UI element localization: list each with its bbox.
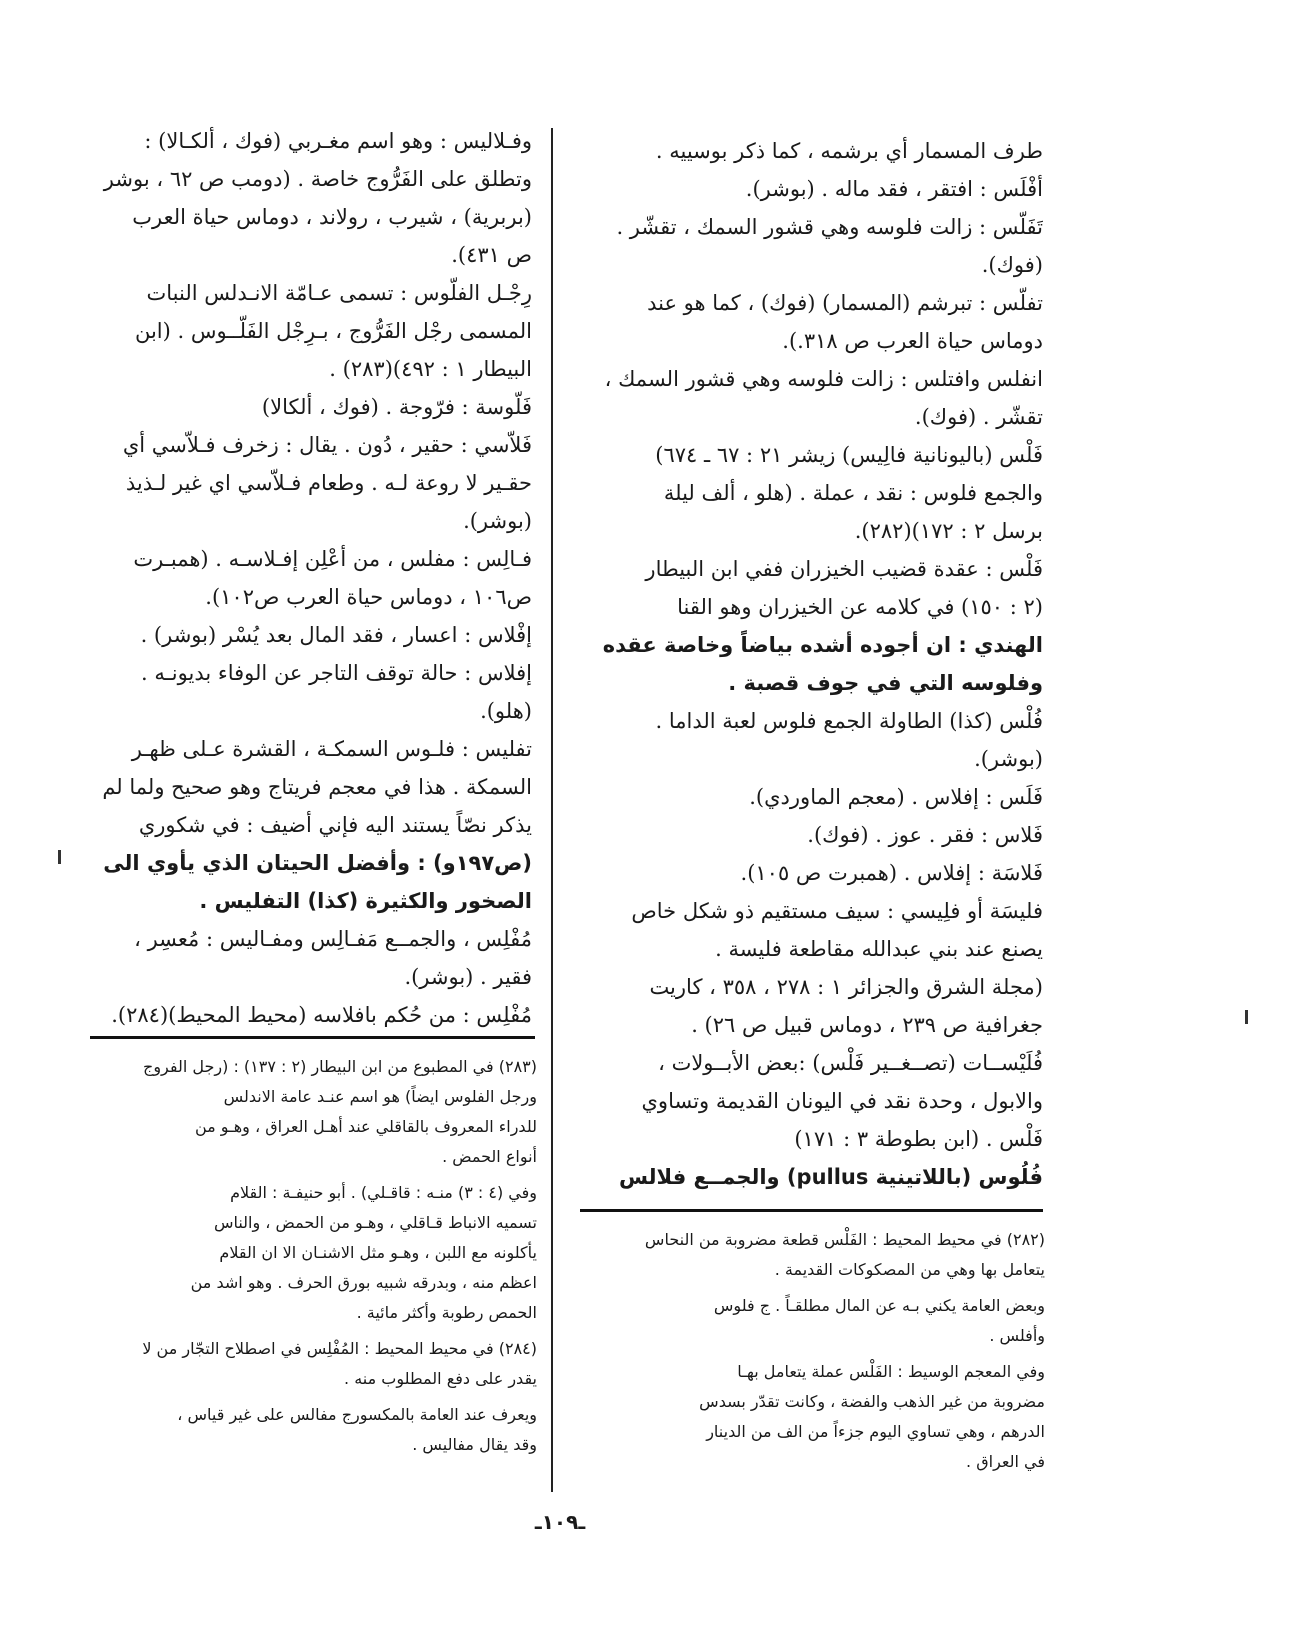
text-line: والابول ، وحدة نقد في اليونان القديمة وتساوي: [641, 1089, 1043, 1113]
footnote-line: مضروبة من غير الذهب والفضة ، وكانت تقدّر بسدس: [699, 1392, 1045, 1411]
footnote-line: وأفلس .: [989, 1326, 1045, 1345]
text-line: (٢ : ١٥٠) في كلامه عن الخيزران وهو القنا: [677, 595, 1043, 619]
left-text-column: [92, 122, 532, 1034]
text-line: (ص١٩٧و) : وأفضل الحيتان الذي يأوي الى: [103, 851, 532, 875]
text-line: (بوشر).: [974, 747, 1043, 771]
footnote-line: اعظم منه ، وبدرقه شبيه بورق الحرف . وهو اشد من: [190, 1273, 537, 1292]
text-line: (بوشر).: [463, 509, 532, 533]
footnote-line: للدراء المعروف بالقاقلي عند أهـل العراق ، وهـو من: [194, 1117, 537, 1136]
footnote-line: وبعض العامة يكني بـه عن المال مطلقـاً . ج فلوس: [713, 1296, 1045, 1315]
footnotes-right: [580, 1225, 1045, 1477]
text-line: يذكر نصّاً يستند اليه فإني أضيف : في شكوري: [138, 813, 532, 837]
scan-speck: [1245, 1010, 1248, 1024]
text-line: (هلو).: [480, 699, 532, 723]
text-line: إفْلاس : اعسار ، فقد المال بعد يُسْر (بوشر) .: [140, 623, 532, 647]
scan-speck: [58, 850, 61, 864]
text-line: حقـير لا روعة لـه . وطعام فـلاّسي اي غير لـذيذ: [125, 471, 532, 495]
text-line: مُفْلِس : من حُكم بافلاسه (محيط المحيط)(٢٨٤).: [111, 1003, 532, 1027]
footnote-line: يقدر على دفع المطلوب منه .: [344, 1369, 537, 1388]
footnote-rule-left: [90, 1036, 535, 1039]
footnote-line: الحمص رطوبة وأكثر مائية .: [356, 1303, 537, 1322]
footnote-line: (٢٨٢) في محيط المحيط : الفَلْس قطعة مضروبة من النحاس: [644, 1230, 1045, 1249]
footnotes-left: [92, 1052, 537, 1460]
text-line: فَلْس . (ابن بطوطة ٣ : ١٧١): [794, 1127, 1043, 1151]
footnote-line: أنواع الحمض .: [442, 1147, 537, 1166]
text-line: فَلَس : إفلاس . (معجم الماوردي).: [749, 785, 1043, 809]
text-line: فَلاس : فقر . عوز . (فوك).: [807, 823, 1043, 847]
text-line: تقشّر . (فوك).: [914, 405, 1043, 429]
text-line: فَلْس (باليونانية فالِيس) زيشر ٢١ : ٦٧ ـ ٦٧٤): [655, 443, 1043, 467]
text-line: ص ٤٣١).: [451, 243, 532, 267]
footnote-line: (٢٨٤) في محيط المحيط : المُفْلِس في اصطلاح التجّار من لا: [142, 1339, 537, 1358]
text-line: برسل ٢ : ١٧٢)(٢٨٢).: [854, 519, 1043, 543]
text-line: فليسَة أو فلِيسي : سيف مستقيم ذو شكل خاص: [631, 899, 1043, 923]
text-line: وتطلق على الفَرُّوج خاصة . (دومب ص ٦٢ ، بوشر: [103, 167, 532, 191]
text-line: فُلَيْســات (تصــغــير فَلْس) :بعض الأبــولات ،: [658, 1051, 1043, 1075]
text-line: المسمى رجْل الفَرُّوج ، بـرِجْل الفَلّــوس . (ابن: [134, 319, 532, 343]
text-line: طرف المسمار أي برشمه ، كما ذكر بوسييه .: [655, 139, 1043, 163]
footnote-line: وفي المعجم الوسيط : الفَلْس عملة يتعامل بهـا: [737, 1362, 1045, 1381]
footnote-line: ورجل الفلوس ايضاً) هو اسم عنـد عامة الاندلس: [223, 1087, 537, 1106]
text-line: والجمع فلوس : نقد ، عملة . (هلو ، ألف ليلة: [663, 481, 1043, 505]
text-line: مُفْلِس ، والجمــع مَفـالِس ومفـاليس : مُعسِر ،: [134, 927, 532, 951]
text-line: فُلْس (كذا) الطاولة الجمع فلوس لعبة الداما .: [655, 709, 1043, 733]
text-line: فقير . (بوشر).: [404, 965, 532, 989]
footnote-line: تسميه الانباط قـاقلي ، وهـو من الحمض ، والناس: [213, 1213, 537, 1232]
text-line: ص١٠٦ ، دوماس حياة العرب ص١٠٢).: [205, 585, 532, 609]
text-line: فُلُوس (باللاتينية pullus) والجمــع فلالس: [618, 1165, 1043, 1189]
text-line: تفليس : فلـوس السمكـة ، القشرة عـلى ظهـر: [131, 737, 532, 761]
footnote-line: يتعامل بها وهي من المصكوكات القديمة .: [774, 1260, 1045, 1279]
text-line: فَلاّسي : حقير ، دُون . يقال : زخرف فـلاّسي أي: [122, 433, 532, 457]
text-line: (مجلة الشرق والجزائر ١ : ٢٧٨ ، ٣٥٨ ، كاريت: [649, 975, 1043, 999]
text-line: تَفَلّس : زالت فلوسه وهي قشور السمك ، تقشّر .: [616, 215, 1043, 239]
footnote-line: (٢٨٣) في المطبوع من ابن البيطار (٢ : ١٣٧) : (رجل الفروج: [143, 1057, 537, 1076]
right-text-column: [578, 132, 1043, 1196]
text-line: فَلّوسة : فرّوجة . (فوك ، ألكالا): [261, 395, 532, 419]
text-line: إفلاس : حالة توقف التاجر عن الوفاء بديونـه .: [141, 661, 532, 685]
text-line: وفـلاليس : وهو اسم مغـربي (فوك ، ألكـالا) :: [144, 129, 532, 153]
text-line: السمكة . هذا في معجم فريتاج وهو صحيح ولما لم: [102, 775, 532, 799]
text-line: الصخور والكثيرة (كذا) التفليس .: [199, 889, 532, 913]
text-line: البيطار ١ : ٤٩٢)(٢٨٣) .: [329, 357, 532, 381]
text-line: (فوك).: [981, 253, 1043, 277]
footnote-line: وفي (٤ : ٣) منـه : قاقـلي) . أبو حنيفـة : القلام: [230, 1183, 537, 1202]
text-line: فَلاسَة : إفلاس . (همبرت ص ١٠٥).: [740, 861, 1043, 885]
text-line: (بربرية) ، شيرب ، رولاند ، دوماس حياة العرب: [132, 205, 532, 229]
text-line: دوماس حياة العرب ص ٣١٨.).: [782, 329, 1043, 353]
text-line: جغرافية ص ٢٣٩ ، دوماس قبيل ص ٢٦) .: [691, 1013, 1043, 1037]
text-line: انفلس وافتلس : زالت فلوسه وهي قشور السمك ،: [604, 367, 1043, 391]
text-line: فَلْس : عقدة قضيب الخيزران ففي ابن البيطار: [645, 557, 1043, 581]
text-line: رِجْـل الفلّوس : تسمى عـامّة الانـدلس النبات: [146, 281, 532, 305]
text-line: يصنع عند بني عبدالله مقاطعة فليسة .: [715, 937, 1043, 961]
footnote-line: الدرهم ، وهي تساوي اليوم جزءاً من الف من الدينار: [706, 1422, 1045, 1441]
text-line: الهندي : ان أجوده أشده بياضاً وخاصة عقده: [602, 633, 1043, 657]
footnote-line: ويعرف عند العامة بالمكسورج مفالس على غير قياس ،: [177, 1405, 537, 1424]
footnote-rule-right: [580, 1209, 1043, 1212]
page-number: ـ١٠٩ـ: [534, 1510, 586, 1534]
column-divider: [551, 128, 553, 1492]
text-line: وفلوسه التي في جوف قصبة .: [728, 671, 1043, 695]
footnote-line: وقد يقال مفاليس .: [412, 1435, 537, 1454]
text-line: تفلّس : تبرشم (المسمار) (فوك) ، كما هو عند: [647, 291, 1043, 315]
footnote-line: في العراق .: [966, 1452, 1045, 1471]
text-line: فـالِس : مفلس ، من أعْلِن إفـلاسـه . (همبـرت: [133, 547, 532, 571]
text-line: أفْلَس : افتقر ، فقد ماله . (بوشر).: [745, 177, 1043, 201]
footnote-line: يأكلونه مع اللبن ، وهـو مثل الاشنـان الا ان القلام: [219, 1243, 537, 1262]
